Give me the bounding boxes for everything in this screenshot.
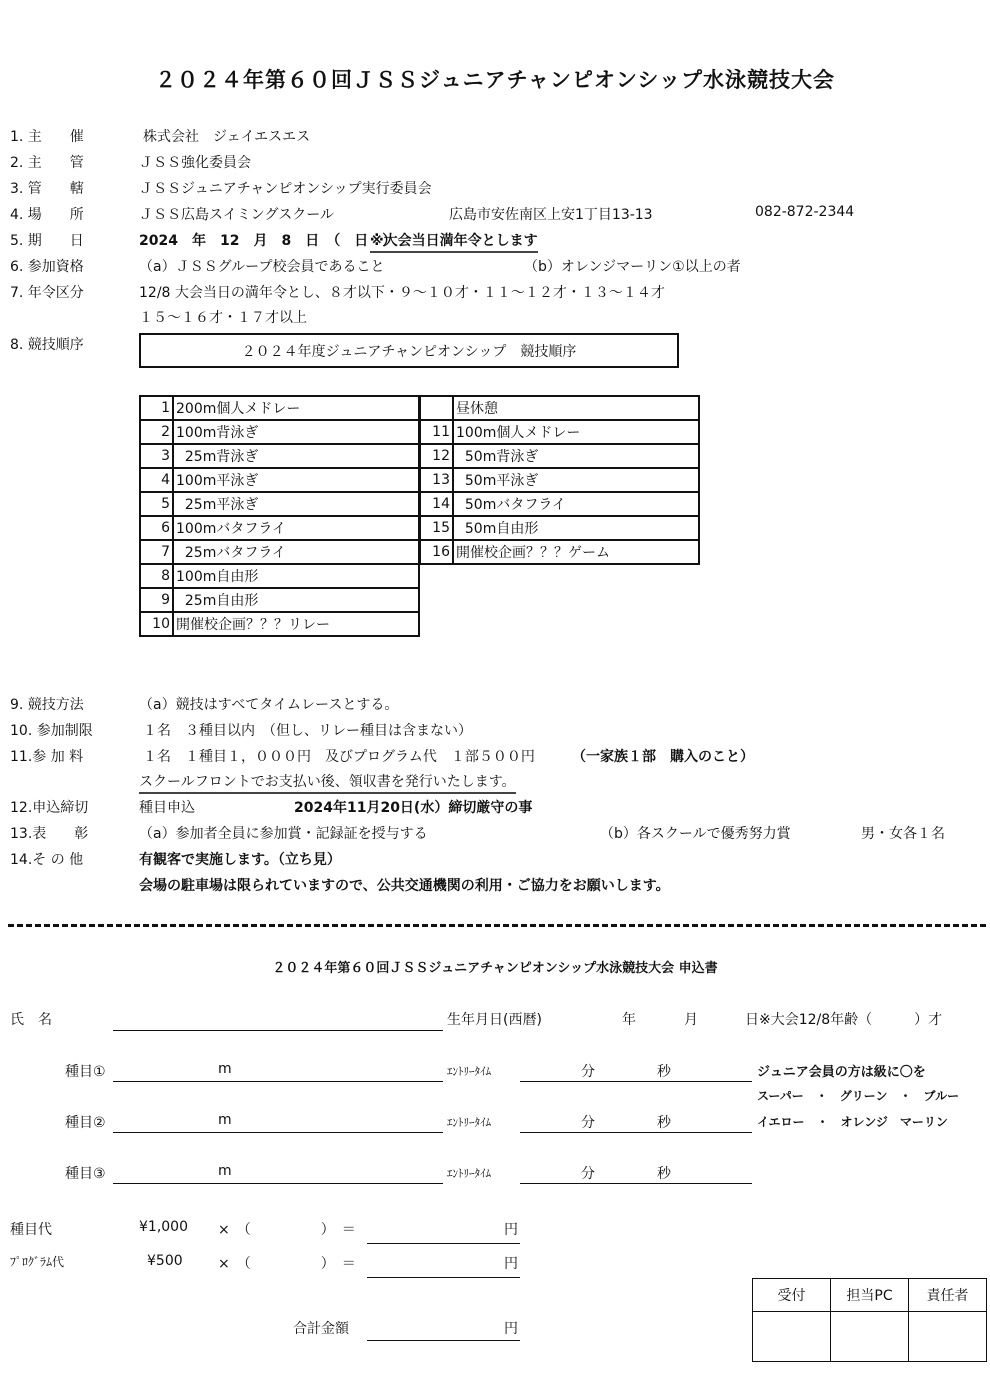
event-1-field[interactable] <box>113 1081 443 1082</box>
event-number: 15 <box>420 516 453 540</box>
event-row <box>420 516 699 540</box>
award-label: 13.表 彰 <box>10 826 89 842</box>
event-number: 12 <box>420 444 453 468</box>
award-c: 男・女各１名 <box>861 826 945 842</box>
method-label: 9. 競技方法 <box>10 697 84 713</box>
event-name: 100m背泳ぎ <box>173 420 419 444</box>
eligibility-label: 6. 参加資格 <box>10 259 84 275</box>
limit-label: 10. 参加制限 <box>10 723 93 739</box>
event-row <box>140 516 419 540</box>
event-2-sec: 秒 <box>657 1115 671 1131</box>
event-fee-unit: ¥1,000 <box>139 1219 188 1235</box>
event-number: 4 <box>140 468 173 492</box>
event-3-label: 種目③ <box>65 1166 106 1182</box>
venue-address: 広島市安佐南区上安1丁目13-13 <box>449 207 653 223</box>
age-line-2: １５～１６才・１７才以上 <box>139 310 307 326</box>
event-2-time-field[interactable] <box>520 1132 752 1133</box>
host-label: 1. 主 催 <box>10 129 84 145</box>
staff-cell[interactable] <box>831 1312 909 1362</box>
name-field[interactable] <box>113 1030 443 1031</box>
events-table-left <box>139 395 420 637</box>
page-title: ２０２４年第６０回ＪＳＳジュニアチャンピオンシップ水泳競技大会 <box>154 68 835 92</box>
event-fee-times: × （ ） ＝ <box>218 1222 356 1238</box>
manager-header: 責任者 <box>909 1279 987 1312</box>
age-line-1: 12/8 大会当日の満年令とし、８才以下・９～１０才・１１～１２才・１３～１４才 <box>139 285 665 301</box>
manage-value: ＪＳＳ強化委員会 <box>139 155 251 171</box>
event-2-field[interactable] <box>113 1132 443 1133</box>
venue-phone: 082-872-2344 <box>755 204 855 220</box>
event-2-entry-time: ｴﾝﾄﾘｰﾀｲﾑ <box>447 1116 491 1129</box>
fee-label: 11.参 加 料 <box>10 749 84 765</box>
event-name: 50m自由形 <box>453 516 699 540</box>
method-value: （a）競技はすべてタイムレースとする。 <box>139 697 399 713</box>
event-name: 100m平泳ぎ <box>173 468 419 492</box>
event-fee-field[interactable] <box>367 1243 520 1244</box>
event-3-sec: 秒 <box>657 1166 671 1182</box>
class-note-2: スーパー ・ グリーン ・ ブルー <box>757 1089 960 1103</box>
event-3-time-field[interactable] <box>520 1183 752 1184</box>
program-fee-label: ﾌﾟﾛｸﾞﾗﾑ代 <box>10 1255 65 1269</box>
deadline-type: 種目申込 <box>139 800 195 816</box>
event-number: 2 <box>140 420 173 444</box>
event-row <box>140 396 419 420</box>
birth-label: 生年月日(西暦) <box>447 1012 542 1028</box>
award-b: （b）各スクールで優秀努力賞 <box>600 826 791 842</box>
class-note-3: イエロー ・ オレンジ マーリン <box>757 1115 948 1129</box>
limit-value: １名 ３種目以内 （但し、リレー種目は含まない） <box>143 723 472 739</box>
reception-header: 受付 <box>753 1279 831 1312</box>
event-2-min: 分 <box>581 1115 595 1131</box>
date-value: 2024 年 12 月 8 日 （ 日 ） <box>139 233 397 249</box>
event-3-unit: m <box>218 1163 232 1179</box>
event-3-min: 分 <box>581 1166 595 1182</box>
event-name: 100mバタフライ <box>173 516 419 540</box>
program-fee-unit: ¥500 <box>147 1253 183 1269</box>
birth-month: 月 <box>684 1012 698 1028</box>
event-number: 9 <box>140 588 173 612</box>
event-row <box>420 468 699 492</box>
events-table-right <box>419 395 700 565</box>
program-fee-yen: 円 <box>504 1256 518 1272</box>
event-fee-yen: 円 <box>504 1222 518 1238</box>
event-number: 1 <box>140 396 173 420</box>
event-row <box>420 396 699 420</box>
event-number: 10 <box>140 612 173 636</box>
event-1-min: 分 <box>581 1064 595 1080</box>
manage-label: 2. 主 管 <box>10 155 84 171</box>
event-number: 11 <box>420 420 453 444</box>
class-note-1: ジュニア会員の方は級に〇を <box>757 1065 926 1080</box>
event-row <box>140 540 419 564</box>
award-a: （a）参加者全員に参加賞・記録証を授与する <box>139 826 428 842</box>
other-label: 14.そ の 他 <box>10 852 84 868</box>
total-field[interactable] <box>367 1340 520 1341</box>
eligibility-b: （b）オレンジマーリン①以上の者 <box>524 259 741 275</box>
event-name: 開催校企画？？？ゲーム <box>453 540 699 564</box>
event-name: 開催校企画？？？リレー <box>173 612 419 636</box>
event-row <box>140 612 419 636</box>
event-name: 25m背泳ぎ <box>173 444 419 468</box>
date-label: 5. 期 日 <box>10 233 84 249</box>
event-name: 100m自由形 <box>173 564 419 588</box>
event-fee-label: 種目代 <box>10 1222 52 1238</box>
event-1-unit: m <box>218 1061 232 1077</box>
event-name: 200m個人メドレー <box>173 396 419 420</box>
host-value: 株式会社 ジェイエスエス <box>143 129 311 145</box>
event-name: 25m平泳ぎ <box>173 492 419 516</box>
event-number: 8 <box>140 564 173 588</box>
admin-value: ＪＳＳジュニアチャンピオンシップ実行委員会 <box>139 181 432 197</box>
age-note: 日※大会12/8年齢（ ）才 <box>745 1012 943 1028</box>
event-number: 3 <box>140 444 173 468</box>
cut-line <box>8 924 986 927</box>
event-1-entry-time: ｴﾝﾄﾘｰﾀｲﾑ <box>447 1065 491 1078</box>
event-name: 50m平泳ぎ <box>453 468 699 492</box>
reception-table <box>752 1278 987 1362</box>
fee-value: １名 １種目１，０００円 及びプログラム代 １部５００円 <box>143 749 535 765</box>
event-row <box>420 492 699 516</box>
venue-value: ＪＳＳ広島スイミングスクール <box>139 207 335 223</box>
total-label: 合計金額 <box>293 1321 349 1337</box>
event-number: 5 <box>140 492 173 516</box>
event-2-unit: m <box>218 1112 232 1128</box>
fee-payment-note: スクールフロントでお支払い後、領収書を発行いたします。 <box>139 771 516 794</box>
event-number <box>420 396 453 420</box>
event-name: 昼休憩 <box>453 396 699 420</box>
event-number: 13 <box>420 468 453 492</box>
order-title-box: ２０２４年度ジュニアチャンピオンシップ 競技順序 <box>139 333 679 368</box>
event-name: 100m個人メドレー <box>453 420 699 444</box>
program-fee-times: × （ ） ＝ <box>218 1256 356 1272</box>
event-number: 7 <box>140 540 173 564</box>
other-line-2: 会場の駐車場は限られていますので、公共交通機関の利用・ご協力をお願いします。 <box>139 878 670 894</box>
event-name: 50mバタフライ <box>453 492 699 516</box>
event-row <box>140 420 419 444</box>
other-line-1: 有観客で実施します。（立ち見） <box>139 852 341 868</box>
deadline-label: 12.申込締切 <box>10 800 89 816</box>
event-1-label: 種目① <box>65 1064 106 1080</box>
event-row <box>140 492 419 516</box>
total-yen: 円 <box>504 1321 518 1337</box>
event-1-sec: 秒 <box>657 1064 671 1080</box>
event-number: 14 <box>420 492 453 516</box>
name-label: 氏 名 <box>10 1012 52 1028</box>
event-name: 50m背泳ぎ <box>453 444 699 468</box>
event-number: 6 <box>140 516 173 540</box>
age-label: 7. 年令区分 <box>10 285 84 301</box>
admin-label: 3. 管 轄 <box>10 181 84 197</box>
event-2-label: 種目② <box>65 1115 106 1131</box>
order-label: 8. 競技順序 <box>10 337 84 353</box>
form-title: ２０２４年第６０回ＪＳＳジュニアチャンピオンシップ水泳競技大会 申込書 <box>272 961 718 976</box>
event-row <box>420 540 699 564</box>
event-row <box>420 444 699 468</box>
staff-header: 担当PC <box>831 1279 909 1312</box>
deadline-date: 2024年11月20日(水）締切厳守の事 <box>294 800 533 816</box>
birth-year: 年 <box>622 1012 636 1028</box>
manager-cell[interactable] <box>909 1312 987 1362</box>
program-fee-field[interactable] <box>367 1277 520 1278</box>
event-row <box>140 468 419 492</box>
event-name: 25mバタフライ <box>173 540 419 564</box>
event-1-time-field[interactable] <box>520 1081 752 1082</box>
reception-cell[interactable] <box>753 1312 831 1362</box>
date-note: ※大会当日満年令とします <box>370 230 538 253</box>
event-number: 16 <box>420 540 453 564</box>
event-3-entry-time: ｴﾝﾄﾘｰﾀｲﾑ <box>447 1167 491 1180</box>
venue-label: 4. 場 所 <box>10 207 84 223</box>
event-row <box>140 444 419 468</box>
event-row <box>140 564 419 588</box>
event-name: 25m自由形 <box>173 588 419 612</box>
event-row <box>140 588 419 612</box>
eligibility-a: （a）ＪＳＳグループ校会員であること <box>139 259 385 275</box>
event-3-field[interactable] <box>113 1183 443 1184</box>
event-row <box>420 420 699 444</box>
fee-note-bold: （一家族１部 購入のこと） <box>572 749 754 765</box>
